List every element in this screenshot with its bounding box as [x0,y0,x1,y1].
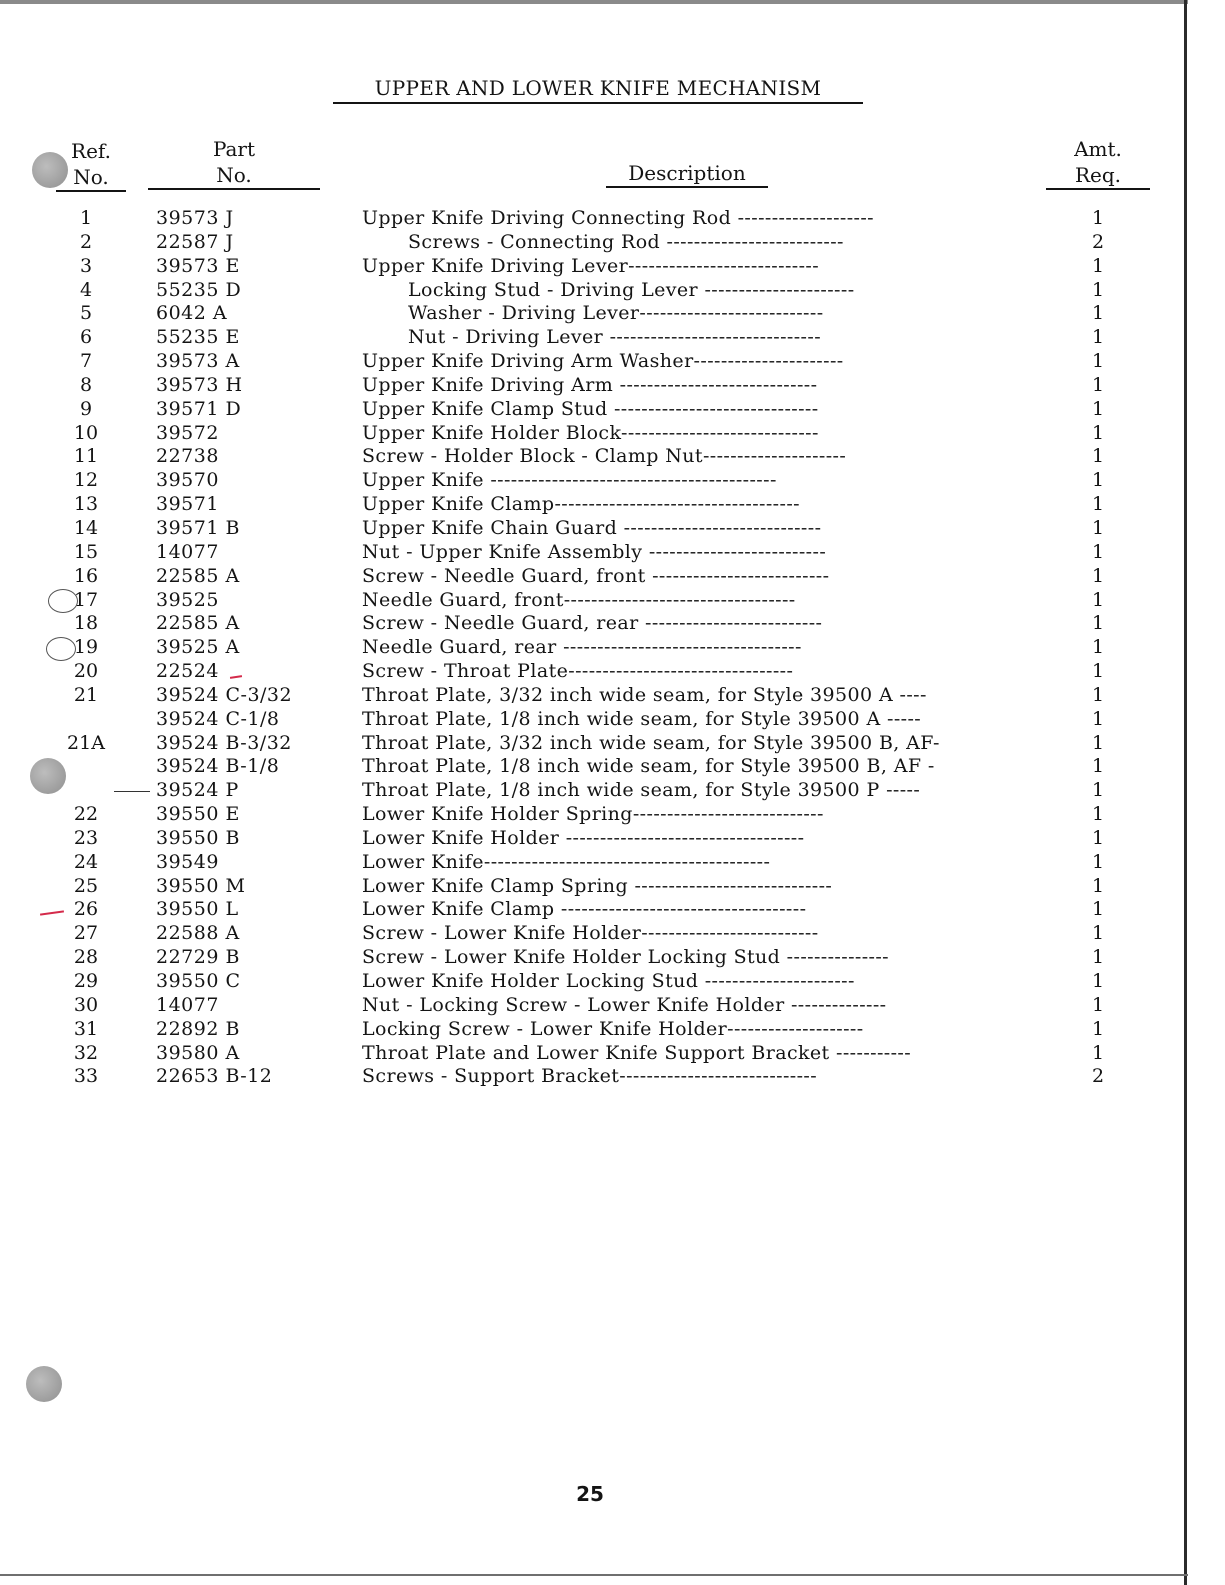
description-cell: Lower Knife Clamp Spring ----------------------------- [362,874,833,897]
ref-no-cell: 21 [73,683,99,706]
ref-no-cell: 17 [73,588,99,611]
amount-cell: 1 [1091,588,1105,611]
description-cell: Washer - Driving Lever--------------------------- [408,302,824,325]
description-cell: Upper Knife Driving Lever---------------------------- [362,254,820,277]
ref-no-cell: 31 [73,1017,99,1040]
amount-cell: 1 [1091,922,1105,945]
part-no-cell: 39524 C-1/8 [156,707,280,730]
ref-no-cell: 1 [79,207,93,229]
pen-circle-mark [46,637,76,661]
ref-no-cell: 19 [73,636,99,659]
ref-no-cell: 22 [73,803,99,826]
amount-cell: 1 [1091,421,1105,444]
pen-circle-mark [48,589,78,613]
amount-cell: 1 [1091,731,1105,754]
table-row [0,802,1180,826]
amount-cell: 1 [1091,946,1105,969]
table-row [0,349,1180,373]
page-top-edge [0,0,1188,4]
description-cell: Upper Knife Driving Arm ----------------------------- [362,373,818,396]
amount-cell: 1 [1091,207,1105,229]
part-no-cell: 22729 B [156,946,240,969]
description-cell: Nut - Driving Lever ------------------------------- [408,326,822,349]
page-bottom-edge [0,1574,1188,1576]
description-cell: Locking Screw - Lower Knife Holder-------------------- [362,1017,864,1040]
ref-no-cell: 24 [73,850,99,873]
table-row [0,659,1180,683]
amount-cell: 2 [1091,230,1105,253]
description-cell: Screw - Needle Guard, rear -------------------------- [362,612,823,635]
description-cell: Upper Knife Clamp Stud ------------------------------ [362,397,819,420]
part-no-cell: 39573 H [156,373,243,396]
table-row [0,278,1180,302]
description-cell: Upper Knife Holder Block----------------------------- [362,421,819,444]
amount-cell: 1 [1091,612,1105,635]
ref-no-cell: 30 [73,993,99,1016]
amount-cell: 1 [1091,302,1105,325]
description-cell: Needle Guard, front---------------------------------- [362,588,796,611]
part-no-cell: 39524 B-3/32 [156,731,292,754]
amount-cell: 1 [1091,683,1105,706]
part-no-cell: 39524 B-1/8 [156,755,280,778]
ref-no-cell: 21A [67,731,105,754]
table-row [0,397,1180,421]
description-cell: Throat Plate, 1/8 inch wide seam, for Style 39500 A ----- [362,707,922,730]
part-no-cell: 39573 E [156,254,240,277]
part-no-cell: 55235 D [156,278,242,301]
table-row [0,421,1180,445]
table-row [0,301,1180,325]
description-cell: Upper Knife Driving Arm Washer---------------------- [362,350,844,373]
table-row [0,826,1180,850]
part-no-cell: 55235 E [156,326,240,349]
amount-cell: 1 [1091,373,1105,396]
description-cell: Lower Knife Holder Locking Stud ---------------------- [362,970,855,992]
page-right-edge [1184,0,1187,1585]
part-no-cell: 14077 [156,540,219,563]
ref-no-cell: 6 [79,326,93,349]
ref-no-cell: 16 [73,564,99,587]
description-cell: Locking Stud - Driving Lever ---------------------- [408,278,855,301]
table-row [0,897,1180,921]
description-cell: Screw - Lower Knife Holder Locking Stud --------------- [362,946,889,969]
table-row [0,707,1180,731]
amount-cell: 1 [1091,1041,1105,1064]
part-no-cell: 39525 A [156,636,240,659]
table-row [0,611,1180,635]
ref-no-cell: 5 [79,302,93,325]
ref-no-cell: 23 [73,826,99,849]
description-cell: Needle Guard, rear ----------------------------------- [362,636,802,659]
part-no-cell: 22585 A [156,564,240,587]
table-row [0,874,1180,898]
description-cell: Screw - Lower Knife Holder-------------------------- [362,922,819,945]
part-no-cell: 22524 [156,660,219,683]
part-no-cell: 39573 A [156,350,240,373]
part-no-cell: 39524 P [156,779,239,802]
ref-no-cell: 26 [73,898,99,921]
part-no-cell: 6042 A [156,302,228,325]
part-no-cell: 39550 B [156,826,240,849]
description-cell: Upper Knife ------------------------------------------ [362,469,777,492]
amount-cell: 1 [1091,898,1105,921]
table-row [0,945,1180,969]
amount-cell: 1 [1091,803,1105,826]
table-row [0,754,1180,778]
amount-cell: 1 [1091,397,1105,420]
part-header-line1: Part [212,137,256,161]
amount-cell: 1 [1091,1017,1105,1040]
table-row [0,492,1180,516]
description-cell: Screw - Holder Block - Clamp Nut--------------------- [362,445,847,468]
part-no-cell: 39571 B [156,516,240,539]
table-row [0,516,1180,540]
amt-req-header [1046,136,1150,190]
ref-no-cell: 2 [79,230,93,253]
ref-no-cell: 8 [79,373,93,396]
description-cell: Lower Knife Holder ----------------------------------- [362,826,805,849]
part-no-cell: 39571 D [156,397,242,420]
amount-cell: 1 [1091,445,1105,468]
table-row [0,206,1180,230]
description-cell: Screws - Connecting Rod -------------------------- [408,230,844,253]
table-row [0,444,1180,468]
table-row [0,1041,1180,1065]
table-row [0,778,1180,802]
ref-no-cell: 25 [73,874,99,897]
part-no-cell: 22892 B [156,1017,240,1040]
parts-list [0,206,1180,1088]
description-cell: Screw - Needle Guard, front -------------------------- [362,564,830,587]
ref-no-cell: 28 [73,946,99,969]
table-row [0,683,1180,707]
table-row [0,850,1180,874]
description-cell: Lower Knife------------------------------------------ [362,850,771,873]
ref-no-cell: 3 [79,254,93,277]
ref-no-cell: 14 [73,516,99,539]
amount-cell: 1 [1091,350,1105,373]
ref-no-cell: 11 [73,445,99,468]
amount-cell: 1 [1091,850,1105,873]
ref-no-cell: 15 [73,540,99,563]
table-row [0,468,1180,492]
part-no-cell: 39550 M [156,874,246,897]
ref-no-cell: 7 [79,350,93,373]
amount-cell: 1 [1091,826,1105,849]
part-no-cell: 39572 [156,421,219,444]
ref-header-line2: No. [73,165,109,189]
amount-cell: 1 [1091,254,1105,277]
description-cell: Throat Plate, 1/8 inch wide seam, for Style 39500 B, AF - [362,755,935,778]
table-row [0,325,1180,349]
table-row [0,1064,1180,1088]
part-no-cell: 39549 [156,850,219,873]
description-cell: Throat Plate and Lower Knife Support Bracket ----------- [362,1041,912,1064]
part-no-header [148,136,320,190]
ref-no-cell: 29 [73,970,99,992]
description-cell: Throat Plate, 1/8 inch wide seam, for Style 39500 P ----- [362,779,921,802]
description-header: Description [606,160,768,188]
ref-no-cell: 4 [79,278,93,301]
part-no-cell: 39571 [156,493,219,516]
amount-cell: 1 [1091,516,1105,539]
part-no-cell: 22738 [156,445,219,468]
pencil-mark [114,791,150,792]
part-no-cell: 39570 [156,469,219,492]
amount-cell: 1 [1091,755,1105,778]
punch-hole [26,1366,62,1402]
ref-no-cell: 27 [73,922,99,945]
part-no-cell: 22585 A [156,612,240,635]
amt-header-line2: Req. [1074,163,1122,187]
ref-no-cell: 10 [73,421,99,444]
description-cell: Screw - Throat Plate--------------------------------- [362,660,794,683]
table-row [0,993,1180,1017]
ref-no-cell: 13 [73,493,99,516]
amount-cell: 1 [1091,278,1105,301]
amount-cell: 1 [1091,707,1105,730]
description-cell: Lower Knife Holder Spring---------------------------- [362,803,824,826]
description-cell: Upper Knife Chain Guard ----------------------------- [362,516,822,539]
table-row [0,635,1180,659]
amount-cell: 1 [1091,564,1105,587]
description-cell: Screws - Support Bracket----------------------------- [362,1065,818,1088]
amount-cell: 1 [1091,540,1105,563]
ref-no-cell: 18 [73,612,99,635]
table-row [0,921,1180,945]
amount-cell: 1 [1091,993,1105,1016]
amount-cell: 1 [1091,469,1105,492]
amount-cell: 1 [1091,636,1105,659]
table-row [0,540,1180,564]
table-row [0,731,1180,755]
amount-cell: 1 [1091,874,1105,897]
description-cell: Nut - Locking Screw - Lower Knife Holder -------------- [362,993,887,1016]
description-cell: Upper Knife Clamp------------------------------------ [362,493,800,516]
table-row [0,969,1180,993]
ref-no-cell: 33 [73,1065,99,1088]
description-cell: Throat Plate, 3/32 inch wide seam, for Style 39500 A ---- [362,683,927,706]
description-cell: Nut - Upper Knife Assembly -------------------------- [362,540,827,563]
amount-cell: 1 [1091,660,1105,683]
part-header-line2: No. [216,163,252,187]
table-row [0,373,1180,397]
amt-header-line1: Amt. [1074,137,1122,161]
part-no-cell: 39524 C-3/32 [156,683,293,706]
ref-no-cell: 20 [73,660,99,683]
page-number: 25 [576,1482,604,1506]
table-row [0,230,1180,254]
description-cell: Throat Plate, 3/32 inch wide seam, for Style 39500 B, AF- [362,731,940,754]
ref-no-header [56,138,126,192]
ref-header-line1: Ref. [71,139,111,163]
part-no-cell: 22653 B-12 [156,1065,273,1088]
part-no-cell: 22587 J [156,230,234,253]
ref-no-cell: 9 [79,397,93,420]
part-no-cell: 39550 C [156,970,241,992]
table-row [0,1017,1180,1041]
part-no-cell: 14077 [156,993,219,1016]
ref-no-cell: 12 [73,469,99,492]
ref-no-cell: 32 [73,1041,99,1064]
amount-cell: 1 [1091,779,1105,802]
part-no-cell: 39550 E [156,803,240,826]
table-row [0,564,1180,588]
part-no-cell: 39525 [156,588,219,611]
amount-cell: 1 [1091,970,1105,992]
part-no-cell: 39573 J [156,207,234,229]
part-no-cell: 39550 L [156,898,239,921]
amount-cell: 2 [1091,1065,1105,1088]
description-cell: Lower Knife Clamp ------------------------------------ [362,898,807,921]
table-row [0,254,1180,278]
amount-cell: 1 [1091,493,1105,516]
description-cell: Upper Knife Driving Connecting Rod -------------------- [362,207,875,229]
page-title: UPPER AND LOWER KNIFE MECHANISM [333,76,863,104]
part-no-cell: 39580 A [156,1041,240,1064]
amount-cell: 1 [1091,326,1105,349]
part-no-cell: 22588 A [156,922,240,945]
table-row [0,588,1180,612]
